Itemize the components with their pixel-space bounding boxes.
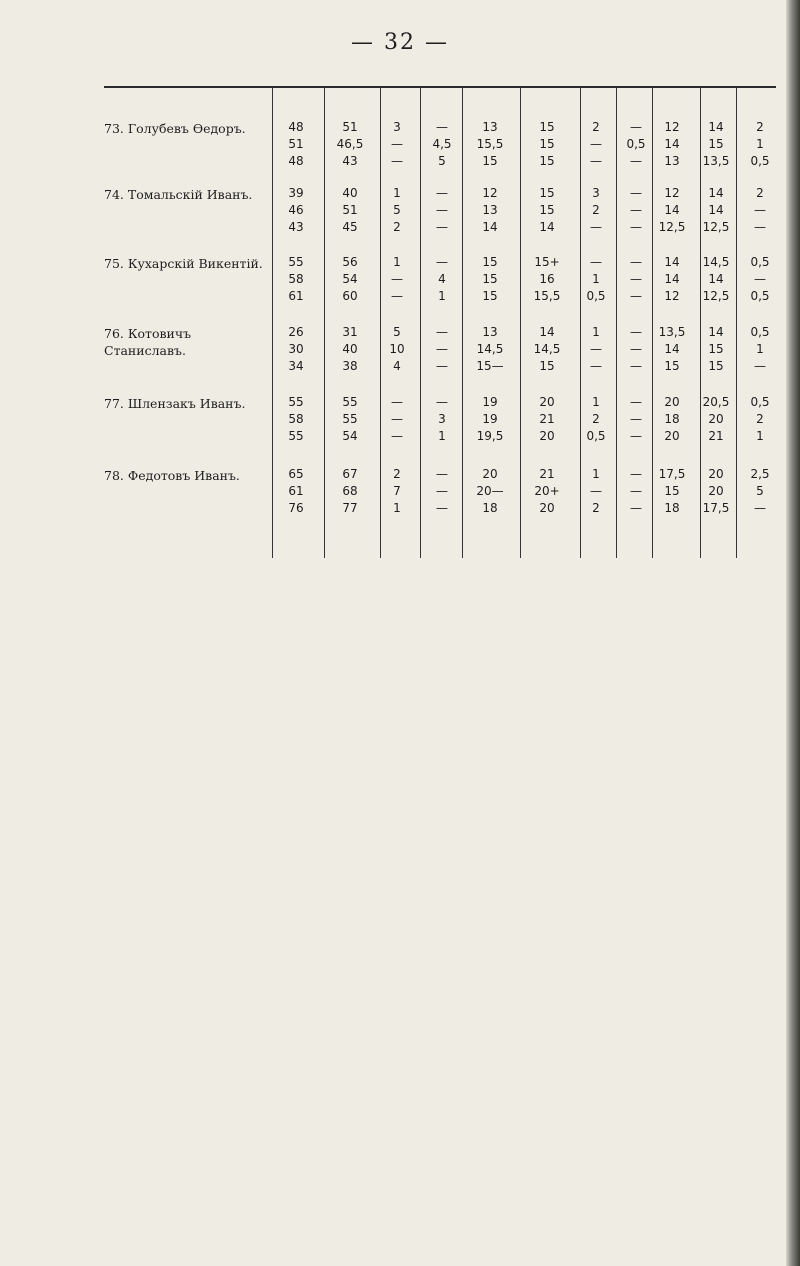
table-cell: 67 (342, 467, 358, 481)
row-name: 78. Федотовъ Иванъ. (104, 468, 240, 483)
table-cell: 20 (708, 467, 724, 481)
table-cell: — (436, 203, 448, 217)
table-cell: — (630, 289, 642, 303)
table-cell: 4 (438, 272, 446, 286)
table-cell: 0,5 (750, 325, 770, 339)
table-cell: 21 (708, 429, 724, 443)
table-cell: 5 (438, 154, 446, 168)
table-cell: 2 (393, 467, 401, 481)
table-cell: 55 (342, 412, 358, 426)
table-cell: 1 (438, 289, 446, 303)
column-divider (462, 88, 463, 558)
row-name: 76. Котовичъ Станиславъ. (104, 326, 192, 358)
table-cell: 15 (539, 186, 555, 200)
table-cell: 15 (539, 120, 555, 134)
table-cell: — (391, 137, 403, 151)
table-cell: 0,5 (750, 395, 770, 409)
table-cell: — (630, 412, 642, 426)
table-cell: 58 (288, 412, 304, 426)
table-cell: 1 (592, 325, 600, 339)
table-cell: 14,5 (476, 342, 504, 356)
table-cell: 1 (438, 429, 446, 443)
table-cell: 55 (288, 255, 304, 269)
table-cell: — (630, 359, 642, 373)
table-cell: — (391, 154, 403, 168)
table-cell: 2 (756, 186, 764, 200)
table-cell: 1 (592, 272, 600, 286)
table-cell: 14 (664, 203, 680, 217)
table-cell: 1 (756, 342, 764, 356)
table-cell: 45 (342, 220, 358, 234)
table-cell: 14 (664, 255, 680, 269)
table-cell: 51 (288, 137, 304, 151)
table-cell: 43 (342, 154, 358, 168)
table-cell: 39 (288, 186, 304, 200)
table-top-rule (104, 86, 776, 88)
table-cell: 5 (756, 484, 764, 498)
table-cell: — (630, 325, 642, 339)
table-cell: 14 (539, 220, 555, 234)
table-cell: 18 (664, 501, 680, 515)
table-cell: 26 (288, 325, 304, 339)
table-cell: 15 (482, 154, 498, 168)
table-cell: — (630, 501, 642, 515)
table-cell: — (436, 342, 448, 356)
table-cell: 43 (288, 220, 304, 234)
table-cell: 12 (664, 120, 680, 134)
table-cell: 51 (342, 203, 358, 217)
table-cell: — (630, 255, 642, 269)
table-cell: 12 (664, 186, 680, 200)
table-cell: 61 (288, 484, 304, 498)
table-cell: 7 (393, 484, 401, 498)
table-cell: 2 (756, 412, 764, 426)
table-cell: 13,5 (702, 154, 730, 168)
table-cell: 4 (393, 359, 401, 373)
table-cell: — (754, 359, 766, 373)
table-cell: — (590, 154, 602, 168)
table-cell: 20+ (534, 484, 560, 498)
table-cell: — (436, 359, 448, 373)
table-cell: 20 (539, 429, 555, 443)
page-edge-shadow (786, 0, 800, 1266)
table-cell: 55 (342, 395, 358, 409)
row-name: 73. Голубевъ Өедоръ. (104, 121, 246, 136)
table-cell: 1 (393, 186, 401, 200)
table-cell: 0,5 (586, 289, 606, 303)
table-cell: 17,5 (702, 501, 730, 515)
table-cell: 38 (342, 359, 358, 373)
table-cell: 15 (708, 342, 724, 356)
row-name: 75. Кухарскій Викентій. (104, 256, 263, 271)
table-cell: 2 (592, 412, 600, 426)
table-cell: 14 (664, 137, 680, 151)
table-cell: — (630, 395, 642, 409)
table-cell: — (630, 220, 642, 234)
table-cell: 13 (482, 203, 498, 217)
table-cell: 14 (708, 272, 724, 286)
table-cell: 2 (592, 203, 600, 217)
table-cell: 13,5 (658, 325, 686, 339)
table-cell: 15 (482, 272, 498, 286)
table-cell: 58 (288, 272, 304, 286)
table-cell: 30 (288, 342, 304, 356)
table-cell: 19,5 (476, 429, 504, 443)
page-number: — 32 — (351, 30, 449, 55)
table-cell: 17,5 (658, 467, 686, 481)
table-cell: — (630, 154, 642, 168)
table-cell: 14 (708, 203, 724, 217)
table-cell: 48 (288, 120, 304, 134)
table-cell: 14 (664, 342, 680, 356)
table-cell: 15 (539, 203, 555, 217)
table-cell: 13 (482, 120, 498, 134)
table-cell: 20 (482, 467, 498, 481)
table-cell: 1 (592, 395, 600, 409)
table-cell: 15 (708, 359, 724, 373)
table-cell: 1 (756, 429, 764, 443)
table-cell: 1 (592, 467, 600, 481)
table-cell: — (436, 395, 448, 409)
table-cell: 40 (342, 186, 358, 200)
table-cell: — (630, 467, 642, 481)
table-cell: 14,5 (702, 255, 730, 269)
table-cell: — (590, 220, 602, 234)
table-cell: 34 (288, 359, 304, 373)
table-cell: 12,5 (702, 289, 730, 303)
table-cell: 15 (664, 359, 680, 373)
table-cell: — (754, 272, 766, 286)
table-cell: 61 (288, 289, 304, 303)
table-cell: 2 (592, 501, 600, 515)
table-cell: — (436, 501, 448, 515)
table-cell: 10 (389, 342, 405, 356)
table-cell: 20 (664, 429, 680, 443)
table-cell: 55 (288, 395, 304, 409)
table-cell: 3 (592, 186, 600, 200)
table-cell: 14 (482, 220, 498, 234)
table-cell: — (630, 429, 642, 443)
table-cell: 20 (708, 484, 724, 498)
table-cell: 0,5 (750, 289, 770, 303)
table-cell: 68 (342, 484, 358, 498)
table-cell: 19 (482, 395, 498, 409)
table-cell: 54 (342, 272, 358, 286)
table-cell: 15 (708, 137, 724, 151)
table-cell: — (754, 501, 766, 515)
table-cell: 18 (664, 412, 680, 426)
table-cell: 20 (664, 395, 680, 409)
table-cell: — (436, 120, 448, 134)
table-cell: — (391, 272, 403, 286)
table-cell: — (436, 186, 448, 200)
column-divider (420, 88, 421, 558)
table-cell: 20,5 (702, 395, 730, 409)
table-cell: 14,5 (533, 342, 561, 356)
table-cell: 48 (288, 154, 304, 168)
table-cell: 19 (482, 412, 498, 426)
table-cell: 15 (539, 359, 555, 373)
table-cell: 3 (393, 120, 401, 134)
table-cell: 12,5 (702, 220, 730, 234)
table-cell: — (630, 186, 642, 200)
table-cell: 15— (476, 359, 504, 373)
table-cell: 15 (482, 289, 498, 303)
table-cell: 14 (708, 120, 724, 134)
table-cell: — (630, 203, 642, 217)
table-cell: 65 (288, 467, 304, 481)
table-cell: 20 (708, 412, 724, 426)
row-name: 77. Шлензакъ Иванъ. (104, 396, 246, 411)
table-cell: 20— (476, 484, 504, 498)
table-cell: 15,5 (533, 289, 561, 303)
table-cell: 12 (664, 289, 680, 303)
table-cell: 2 (756, 120, 764, 134)
table-cell: 0,5 (586, 429, 606, 443)
table-cell: 13 (482, 325, 498, 339)
table-cell: 14 (708, 325, 724, 339)
table-cell: 21 (539, 467, 555, 481)
table-cell: 77 (342, 501, 358, 515)
row-name: 74. Томальскій Иванъ. (104, 187, 253, 202)
table-cell: 15 (539, 137, 555, 151)
table-cell: — (436, 484, 448, 498)
table-cell: — (630, 484, 642, 498)
table-cell: — (391, 429, 403, 443)
table-cell: — (436, 325, 448, 339)
table-cell: 15+ (534, 255, 560, 269)
table-cell: — (590, 359, 602, 373)
table-cell: 60 (342, 289, 358, 303)
table-cell: 5 (393, 325, 401, 339)
table-cell: 46 (288, 203, 304, 217)
table-cell: 2 (393, 220, 401, 234)
table-cell: 46,5 (336, 137, 364, 151)
table-cell: 31 (342, 325, 358, 339)
table-cell: — (436, 255, 448, 269)
table-cell: — (630, 342, 642, 356)
table-cell: — (391, 395, 403, 409)
table-cell: 40 (342, 342, 358, 356)
table-cell: 1 (393, 501, 401, 515)
table-cell: — (590, 137, 602, 151)
table-cell: — (754, 220, 766, 234)
table-cell: 54 (342, 429, 358, 443)
table-cell: 15 (539, 154, 555, 168)
table-cell: 1 (393, 255, 401, 269)
table-cell: 21 (539, 412, 555, 426)
table-cell: 2,5 (750, 467, 770, 481)
table-cell: 20 (539, 501, 555, 515)
table-cell: 0,5 (626, 137, 646, 151)
table-cell: 55 (288, 429, 304, 443)
table-cell: — (590, 255, 602, 269)
table-cell: 2 (592, 120, 600, 134)
table-cell: 13 (664, 154, 680, 168)
table-cell: 0,5 (750, 255, 770, 269)
table-cell: 20 (539, 395, 555, 409)
table-cell: 5 (393, 203, 401, 217)
table-cell: 51 (342, 120, 358, 134)
table-cell: 16 (539, 272, 555, 286)
table-cell: 15 (664, 484, 680, 498)
table-cell: 4,5 (432, 137, 452, 151)
table-cell: — (391, 289, 403, 303)
table-cell: 15 (482, 255, 498, 269)
table-cell: 14 (664, 272, 680, 286)
table-cell: 14 (539, 325, 555, 339)
table-cell: 12 (482, 186, 498, 200)
table-cell: — (630, 272, 642, 286)
table-cell: 3 (438, 412, 446, 426)
table-cell: 76 (288, 501, 304, 515)
table-cell: — (754, 203, 766, 217)
table-cell: 18 (482, 501, 498, 515)
table-cell: 15,5 (476, 137, 504, 151)
table-cell: 14 (708, 186, 724, 200)
table-cell: 1 (756, 137, 764, 151)
table-cell: — (630, 120, 642, 134)
table-cell: — (391, 412, 403, 426)
table-cell: — (436, 220, 448, 234)
table-cell: — (436, 467, 448, 481)
table-cell: 12,5 (658, 220, 686, 234)
table-cell: — (590, 342, 602, 356)
table-cell: 0,5 (750, 154, 770, 168)
table-cell: 56 (342, 255, 358, 269)
table-cell: — (590, 484, 602, 498)
